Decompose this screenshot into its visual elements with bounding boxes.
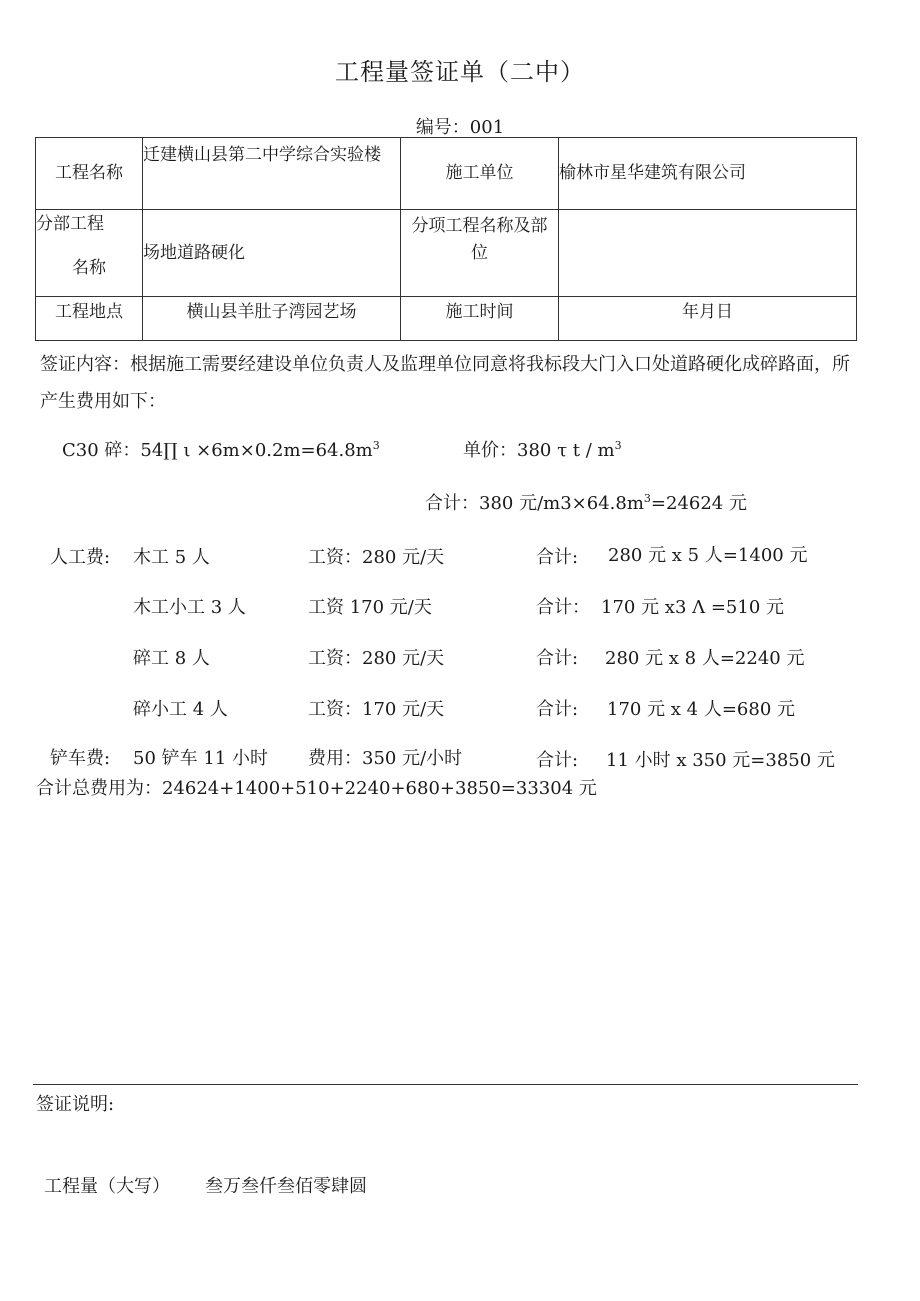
project-info-table [35, 137, 857, 341]
time-value: 年月日 [559, 297, 857, 341]
concrete-calc-sup: 3 [372, 439, 380, 452]
loader-sum: 11 小时 x 350 元=3850 元 [606, 750, 835, 771]
grand-total: 合计总费用为：24624+1400+510+2240+680+3850=33304 元 [36, 778, 597, 799]
division-label-cell [36, 210, 143, 297]
section-divider [33, 1084, 858, 1085]
loader-label: 铲车费: [50, 748, 111, 769]
labor-worker-4: 碎小工 4 人 [133, 699, 228, 720]
subitem-value [559, 210, 857, 297]
labor-sum-2: 170 元 x3 Λ =510 元 [601, 597, 785, 618]
labor-wage-1: 工资：280 元/天 [308, 547, 445, 568]
concrete-calc [62, 436, 380, 462]
labor-sum-label-4: 合计: [536, 699, 579, 720]
amount-value: 叁万叁仟叁佰零肆圆 [205, 1176, 367, 1197]
document-number: 编号：001 [415, 117, 505, 138]
page-title: 工程量签证单（二中） [335, 58, 585, 86]
unit-price-sup: 3 [614, 439, 622, 452]
labor-label: 人工费: [50, 547, 111, 568]
division-label-line1: 分部工程 [36, 214, 104, 234]
contractor-value: 榆林市星华建筑有限公司 [559, 138, 857, 210]
labor-sum-label-1: 合计: [536, 547, 579, 568]
project-name-label: 工程名称 [36, 138, 143, 210]
loader-sum-label: 合计: [536, 750, 579, 771]
labor-worker-1: 木工 5 人 [133, 547, 210, 568]
unit-price [463, 436, 622, 462]
content-paragraph: 签证内容：根据施工需要经建设单位负责人及监理单位同意将我标段大门入口处道路硬化成碎路面，所产生费用如下： [40, 354, 850, 412]
unit-price-text: 单价：380 τ t / m [463, 440, 615, 461]
project-name-value: 迁建横山县第二中学综合实验楼 [143, 138, 401, 210]
labor-sum-3: 280 元 x 8 人=2240 元 [605, 648, 805, 669]
location-label: 工程地点 [36, 297, 143, 341]
concrete-total-tail: =24624 元 [650, 493, 747, 514]
labor-worker-3: 碎工 8 人 [133, 648, 210, 669]
labor-wage-4: 工资：170 元/天 [308, 699, 445, 720]
location-value: 横山县羊肚子湾园艺场 [143, 297, 401, 341]
labor-sum-1: 280 元 x 5 人=1400 元 [608, 545, 808, 566]
division-label-line2: 名称 [72, 258, 106, 278]
concrete-total-text: 合计：380 元/m3×64.8m [425, 493, 644, 514]
labor-sum-label-2: 合计： [536, 597, 590, 618]
loader-desc: 50 铲车 11 小时 [133, 748, 268, 769]
time-label: 施工时间 [401, 297, 559, 341]
amount-label: 工程量（大写） [44, 1176, 170, 1197]
loader-fee: 费用：350 元/小时 [308, 748, 463, 769]
labor-worker-2: 木工小工 3 人 [133, 597, 246, 618]
labor-wage-2: 工资 170 元/天 [308, 597, 432, 618]
concrete-calc-text: C30 碎：54∏ ι ×6m×0.2m=64.8m [62, 440, 373, 461]
note-label: 签证说明: [36, 1094, 115, 1115]
division-value: 场地道路硬化 [143, 210, 401, 297]
concrete-total-sup: 3 [643, 492, 651, 505]
labor-sum-label-3: 合计: [536, 648, 579, 669]
subitem-label: 分项工程名称及部位 [401, 210, 559, 297]
labor-wage-3: 工资：280 元/天 [308, 648, 445, 669]
concrete-total [425, 489, 747, 515]
contractor-label: 施工单位 [401, 138, 559, 210]
labor-sum-4: 170 元 x 4 人=680 元 [607, 699, 796, 720]
